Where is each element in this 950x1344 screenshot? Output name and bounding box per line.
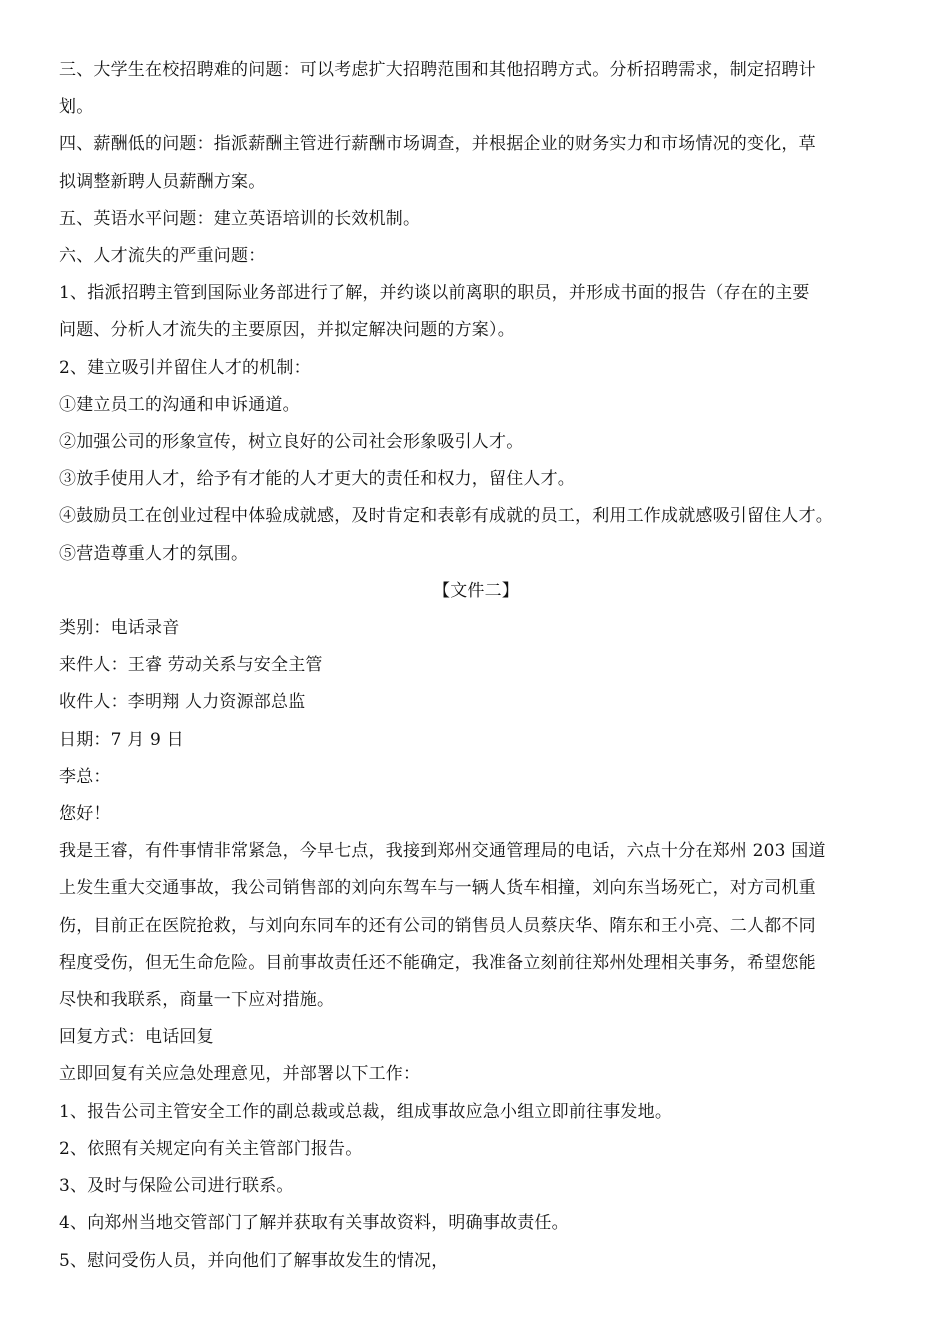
file2-action-item: 1、报告公司主管安全工作的副总裁或总裁，组成事故应急小组立即前往事发地。 [59,1101,673,1122]
text-line: 问题、分析人才流失的主要原因，并拟定解决问题的方案）。 [59,320,515,341]
file2-recipient: 收件人：李明翔 人力资源部总监 [59,692,306,713]
text-line: 三、大学生在校招聘难的问题：可以考虑扩大招聘范围和其他招聘方式。分析招聘需求，制定招聘计 [59,60,816,80]
text-line: ①建立员工的沟通和申诉通道。 [59,394,300,415]
text-line: 六、人才流失的严重问题： [59,246,266,267]
file2-action-item: 5、慰问受伤人员，并向他们了解事故发生的情况， [59,1250,449,1271]
text-line: 拟调整新聘人员薪酬方案。 [59,171,266,192]
file2-category: 类别：电话录音 [59,618,180,639]
file2-body-line: 我是王睿，有件事情非常紧急，今早七点，我接到郑州交通管理局的电话，六点十分在郑州 203 国道 [59,841,826,862]
file2-section [59,573,893,1280]
file2-action-item: 2、依照有关规定向有关主管部门报告。 [59,1138,363,1159]
file2-salutation: 李总： [59,766,111,787]
file2-body-line: 上发生重大交通事故，我公司销售部的刘向东驾车与一辆人货车相撞，刘向东当场死亡，对方司机重 [59,878,816,899]
file2-date: 日期：7 月 9 日 [59,729,184,750]
text-line: 四、薪酬低的问题：指派薪酬主管进行薪酬市场调查，并根据企业的财务实力和市场情况的变化，草 [59,134,816,155]
text-line: 五、英语水平问题：建立英语培训的长效机制。 [59,208,421,229]
text-line: ⑤营造尊重人才的氛围。 [59,543,249,564]
file2-body-line: 程度受伤，但无生命危险。目前事故责任还不能确定，我准备立刻前往郑州处理相关事务，希望您能 [59,952,816,973]
section-top [59,52,893,573]
text-line: 划。 [59,97,94,118]
file2-heading: 【文件二】 [433,580,519,601]
file2-reply-method: 回复方式：电话回复 [59,1027,214,1048]
file2-action-item: 3、及时与保险公司进行联系。 [59,1176,294,1197]
text-line: ④鼓励员工在创业过程中体验成就感，及时肯定和表彰有成就的员工，利用工作成就感吸引留住人才。 [59,506,833,527]
file2-body-line: 尽快和我联系，商量一下应对措施。 [59,990,335,1011]
file2-action-item: 4、向郑州当地交管部门了解并获取有关事故资料，明确事故责任。 [59,1213,569,1234]
text-line: 1、指派招聘主管到国际业务部进行了解，并约谈以前离职的职员，并形成书面的报告（存在的主要 [59,283,810,304]
text-line: ③放手使用人才，给予有才能的人才更大的责任和权力，留住人才。 [59,469,575,490]
file2-body-line: 伤，目前正在医院抢救，与刘向东同车的还有公司的销售员人员蔡庆华、隋东和王小亮、二人都不同 [59,915,816,936]
file2-reply-intro: 立即回复有关应急处理意见，并部署以下工作： [59,1064,421,1085]
document-page [59,52,893,1280]
text-line: ②加强公司的形象宣传，树立良好的公司社会形象吸引人才。 [59,432,524,453]
file2-greeting: 您好！ [59,804,111,825]
file2-sender: 来件人：王睿 劳动关系与安全主管 [59,655,323,676]
text-line: 2、建立吸引并留住人才的机制： [59,357,311,378]
